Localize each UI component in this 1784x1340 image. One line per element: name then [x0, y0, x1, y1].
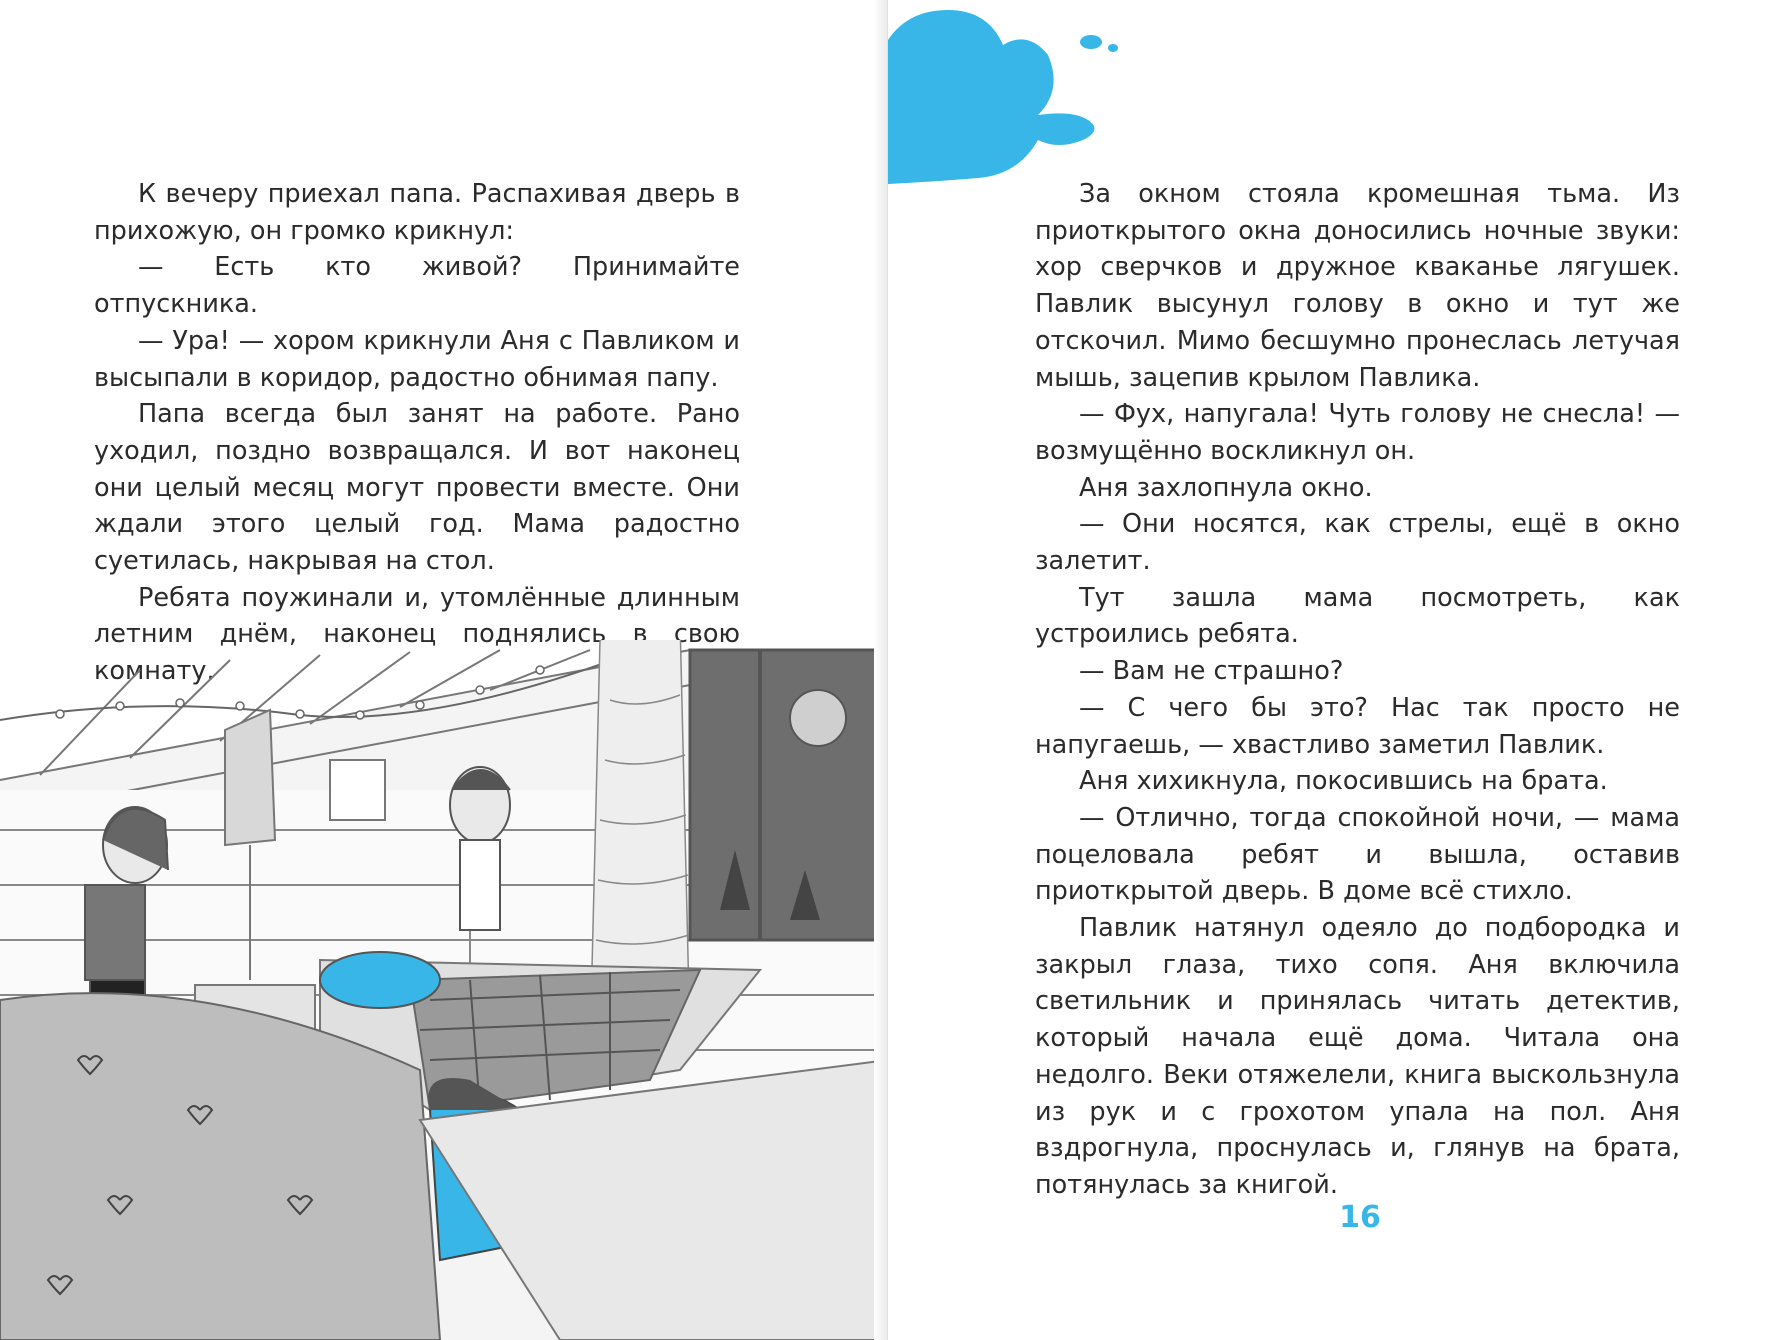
moon-icon — [790, 690, 846, 746]
paragraph: — Есть кто живой? Принимайте отпускника. — [94, 252, 740, 320]
paragraph: — Вам не страшно? — [1079, 656, 1344, 687]
night-window — [690, 650, 888, 940]
paragraph: К вечеру приехал папа. Распахивая дверь в прихожую, он громко крикнул: — [94, 179, 740, 246]
left-page — [0, 0, 888, 1340]
boy-character — [450, 767, 510, 930]
page-number: 16 — [1339, 1200, 1381, 1235]
paragraph: — Они носятся, как стрелы, ещё в окно залетит. — [1035, 509, 1680, 577]
right-page — [888, 0, 1784, 1340]
blue-pillow — [320, 952, 440, 1008]
paragraph: Папа всегда был занят на работе. Рано уходил, поздно возвращался. И вот наконец они целый месяц могут провести вместе. Они ждали этого целый год. Мама радостно суетилась, накрывая на стол. — [94, 399, 740, 577]
left-page-text — [94, 176, 740, 690]
decorative-cloud-icon — [888, 0, 1188, 190]
paragraph: — Фух, напугала! Чуть голову не снесла! — возмущённо воскликнул он. — [1035, 399, 1680, 466]
paragraph: Тут зашла мама посмотреть, как устроились ребята. — [1035, 582, 1680, 650]
wall-picture — [330, 760, 385, 820]
paragraph: Аня захлопнула окно. — [1079, 472, 1373, 503]
right-page-text — [1035, 176, 1680, 1204]
paragraph: Павлик натянул одеяло до подбородка и закрыл глаза, тихо сопя. Аня включила светильник и принялась читать детектив, который начала ещё дома. Читала она недолго. Веки отяжелели, книга выскользнула из рук и с грохотом упала на пол. Аня вздрогнула, проснулась и, глянув на брата, потянулась за книгой. — [1035, 913, 1680, 1200]
paragraph: — Ура! — хором крикнули Аня с Павликом и высыпали в коридор, радостно обнимая папу. — [94, 325, 740, 393]
paragraph: Аня хихикнула, покосившись на брата. — [1079, 766, 1608, 797]
paragraph: — Отлично, тогда спокойной ночи, — мама поцеловала ребят и вышла, оставив приоткрытой дверь. В доме всё стихло. — [1035, 802, 1680, 907]
paragraph: За окном стояла кромешная тьма. Из приоткрытого окна доносились ночные звуки: хор сверчков и дружное кваканье лягушек. Павлик высунул голову в окно и тут же отскочил. Мимо бесшумно пронеслась летучая мышь, зацепив крылом Павлика. — [1035, 179, 1680, 393]
bedroom-illustration — [0, 640, 888, 1340]
paragraph: — С чего бы это? Нас так просто не напугаешь, — хвастливо заметил Павлик. — [1035, 692, 1680, 760]
paragraph: Ребята поужинали и, утомлённые длинным летним днём, наконец поднялись в свою комнату. — [94, 582, 740, 687]
